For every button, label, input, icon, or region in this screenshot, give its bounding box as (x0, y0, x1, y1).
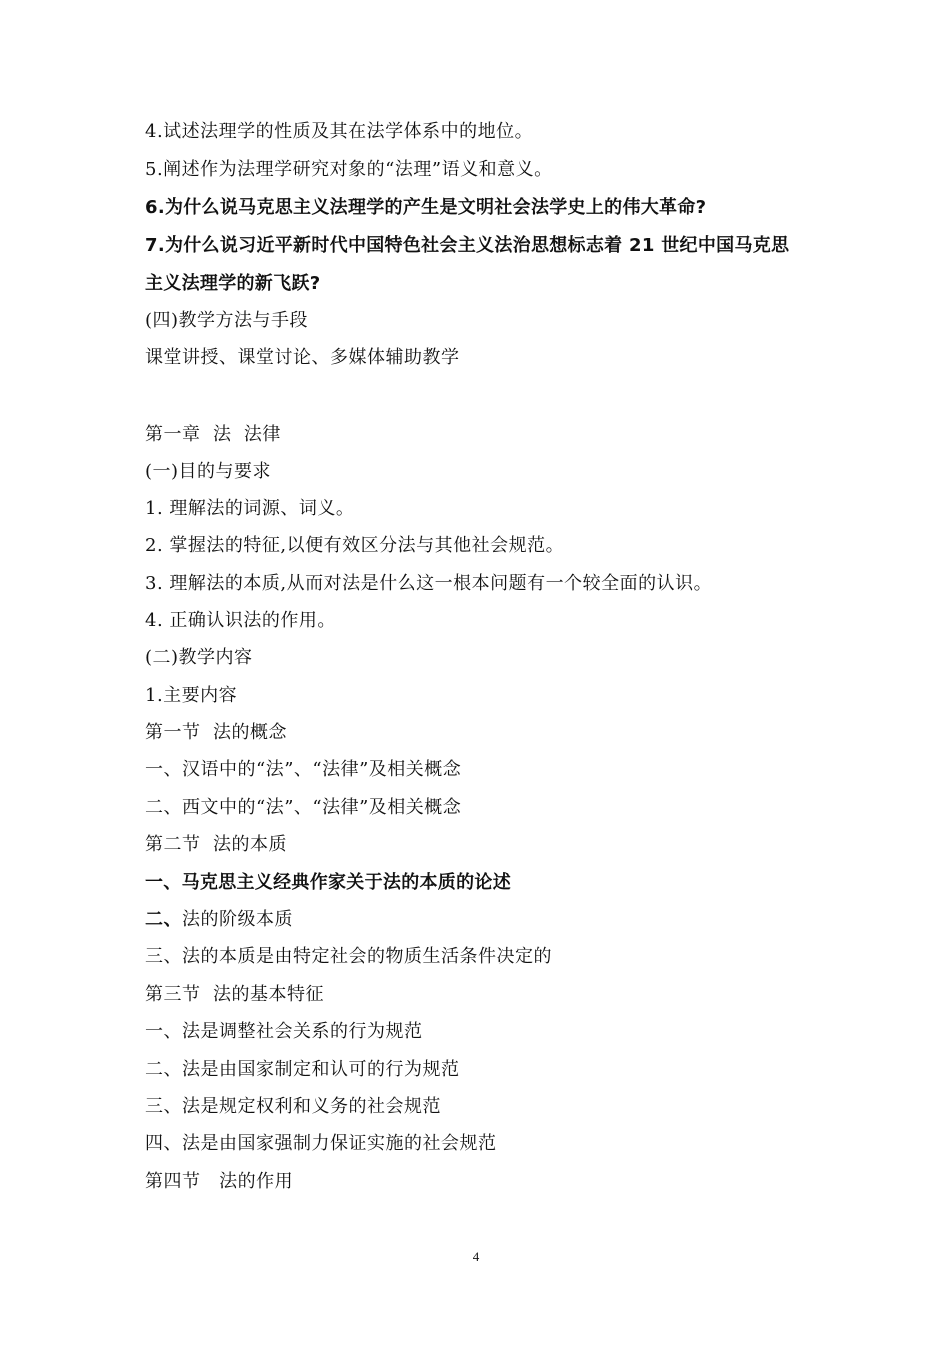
section-1-item: 二、西文中的“法”、“法律”及相关概念 (145, 797, 462, 818)
goals-heading: (一)目的与要求 (145, 461, 272, 482)
chapter-title: 第一章 法 法律 (145, 424, 281, 445)
main-content-label: 1.主要内容 (145, 685, 238, 706)
section-3-item: 二、法是由国家制定和认可的行为规范 (145, 1059, 460, 1080)
content-heading: (二)教学内容 (145, 647, 253, 668)
question-5: 5.阐述作为法理学研究对象的“法理”语义和意义。 (145, 159, 553, 180)
section-4-title: 第四节 法的作用 (145, 1171, 294, 1192)
section-3-item: 一、法是调整社会关系的行为规范 (145, 1021, 423, 1042)
question-7-line-1: 7.为什么说习近平新时代中国特色社会主义法治思想标志着 21 世纪中国马克思 (145, 235, 790, 256)
question-4: 4.试述法理学的性质及其在法学体系中的地位。 (145, 121, 534, 142)
section-2-title: 第二节 法的本质 (145, 834, 287, 855)
goal-item: 1. 理解法的词源、词义。 (145, 498, 355, 519)
goal-item: 3. 理解法的本质,从而对法是什么这一根本问题有一个较全面的认识。 (145, 573, 713, 594)
question-6: 6.为什么说马克思主义法理学的产生是文明社会法学史上的伟大革命? (145, 197, 707, 218)
section-1-title: 第一节 法的概念 (145, 722, 287, 743)
page-number: 4 (472, 1249, 480, 1264)
section-2-item-2-prefix: 二、 (145, 909, 182, 930)
section-2-item-3: 三、法的本质是由特定社会的物质生活条件决定的 (145, 946, 552, 967)
question-7-line-2: 主义法理学的新飞跃? (145, 273, 321, 294)
section-3-title: 第三节 法的基本特征 (145, 984, 324, 1005)
goal-item: 4. 正确认识法的作用。 (145, 610, 336, 631)
section-2-item-1: 一、马克思主义经典作家关于法的本质的论述 (145, 872, 511, 893)
methods-text: 课堂讲授、课堂讨论、多媒体辅助教学 (145, 347, 460, 368)
section-1-item: 一、汉语中的“法”、“法律”及相关概念 (145, 759, 462, 780)
section-3-item: 三、法是规定权利和义务的社会规范 (145, 1096, 441, 1117)
section-3-item: 四、法是由国家强制力保证实施的社会规范 (145, 1133, 497, 1154)
section-2-item-2 (145, 908, 293, 932)
methods-heading: (四)教学方法与手段 (145, 310, 309, 331)
goal-item: 2. 掌握法的特征,以便有效区分法与其他社会规范。 (145, 535, 565, 556)
section-2-item-2-text: 法的阶级本质 (182, 909, 293, 930)
